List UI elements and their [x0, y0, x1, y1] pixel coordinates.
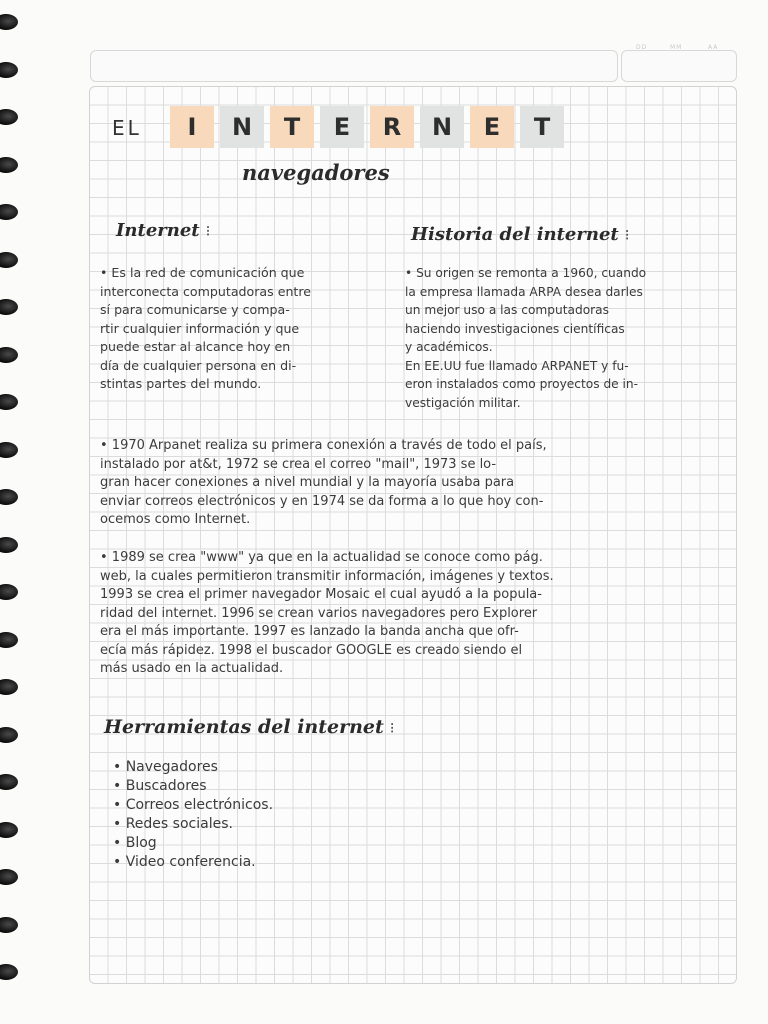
- title-letter: E: [320, 106, 364, 148]
- binding-ring: [0, 584, 18, 600]
- text-line: puede estar al alcance hoy en: [100, 339, 291, 354]
- binding-ring: [0, 822, 18, 838]
- text-line: • Su origen se remonta a 1960, cuando: [405, 266, 647, 280]
- date-label-day: DD: [636, 44, 648, 51]
- binding-ring: [0, 14, 18, 30]
- internet-heading: [116, 220, 210, 241]
- text-line: • Es la red de comunicación que: [100, 265, 305, 280]
- binding-ring: [0, 394, 18, 410]
- historia-paragraph: [405, 264, 646, 412]
- text-line: • 1970 Arpanet realiza su primera conexión a través de todo el país,: [100, 438, 547, 453]
- header-line-box: [90, 50, 618, 82]
- text-line: • 1989 se crea "www" ya que en la actualidad se conoce como pág.: [100, 550, 543, 565]
- binding-ring: [0, 109, 18, 125]
- binding-ring: [0, 964, 18, 980]
- text-line: instalado por at&t, 1972 se crea el correo "mail", 1973 se lo-: [100, 456, 497, 472]
- binding-ring: [0, 347, 18, 363]
- herramientas-heading: [104, 716, 395, 738]
- text-line: enviar correos electrónicos y en 1974 se da forma a lo que hoy con-: [100, 493, 544, 509]
- text-line: stintas partes del mundo.: [100, 376, 262, 391]
- page-subtitle: navegadores: [242, 160, 390, 185]
- date-box: [621, 50, 737, 82]
- list-item: • Video conferencia.: [113, 854, 256, 870]
- herramientas-heading-text: Herramientas del internet: [104, 716, 384, 738]
- herramientas-list: [113, 758, 273, 872]
- historia-heading: [411, 224, 630, 245]
- heading-colon-icon: ⁝: [624, 226, 630, 244]
- text-line: haciendo investigaciones científicas: [405, 321, 625, 336]
- list-item: • Buscadores: [113, 778, 207, 794]
- binding-ring: [0, 679, 18, 695]
- text-line: y académicos.: [405, 340, 493, 354]
- binding-ring: [0, 252, 18, 268]
- text-line: sí para comunicarse y compa-: [100, 302, 290, 317]
- text-line: día de cualquier persona en di-: [100, 357, 297, 373]
- title-prefix: EL: [112, 116, 142, 140]
- internet-paragraph: [100, 264, 311, 394]
- text-line: vestigación militar.: [405, 395, 521, 410]
- title-letter: T: [520, 106, 564, 148]
- heading-colon-icon: ⁝: [205, 222, 211, 240]
- binding-ring: [0, 62, 18, 78]
- timeline-paragraph-2: [100, 549, 554, 679]
- binding-ring: [0, 157, 18, 173]
- title-letter: I: [170, 106, 214, 148]
- text-line: eron instalados como proyectos de in-: [405, 377, 639, 391]
- text-line: gran hacer conexiones a nivel mundial y la mayoría usaba para: [100, 475, 515, 490]
- text-line: la empresa llamada ARPA desea darles: [405, 284, 643, 299]
- binding-ring: [0, 869, 18, 885]
- spiral-binding: [0, 14, 22, 1014]
- binding-ring: [0, 917, 18, 933]
- title-letter: E: [470, 106, 514, 148]
- list-item: • Correos electrónicos.: [113, 797, 274, 813]
- binding-ring: [0, 204, 18, 220]
- historia-heading-text: Historia del internet: [411, 224, 619, 245]
- text-line: En EE.UU fue llamado ARPANET y fu-: [405, 358, 629, 373]
- title-letter: N: [220, 106, 264, 148]
- list-item: • Blog: [113, 835, 157, 851]
- list-item: • Navegadores: [113, 759, 218, 775]
- heading-colon-icon: ⁝: [389, 719, 395, 737]
- binding-ring: [0, 537, 18, 553]
- text-line: rtir cualquier información y que: [100, 320, 300, 336]
- binding-ring: [0, 774, 18, 790]
- text-line: 1993 se crea el primer navegador Mosaic el cual ayudó a la popula-: [100, 587, 542, 602]
- text-line: ocemos como Internet.: [100, 512, 251, 527]
- title-letter: N: [420, 106, 464, 148]
- text-line: ridad del internet. 1996 se crean varios navegadores pero Explorer: [100, 605, 538, 621]
- binding-ring: [0, 489, 18, 505]
- binding-ring: [0, 442, 18, 458]
- text-line: más usado en la actualidad.: [100, 661, 284, 676]
- internet-heading-text: Internet: [116, 220, 200, 241]
- date-label-month: MM: [670, 44, 683, 51]
- binding-ring: [0, 727, 18, 743]
- date-label-year: AA: [708, 44, 719, 51]
- title-letter: R: [370, 106, 414, 148]
- text-line: era el más importante. 1997 es lanzado la banda ancha que ofr-: [100, 624, 519, 639]
- timeline-paragraph-1: [100, 437, 547, 530]
- binding-ring: [0, 632, 18, 648]
- title-letter: T: [270, 106, 314, 148]
- list-item: • Redes sociales.: [113, 816, 233, 832]
- text-line: un mejor uso a las computadoras: [405, 303, 610, 317]
- text-line: ecía más rápidez. 1998 el buscador GOOGLE es creado siendo el: [100, 642, 523, 658]
- binding-ring: [0, 299, 18, 315]
- title-letters: [170, 106, 564, 148]
- text-line: interconecta computadoras entre: [100, 283, 312, 299]
- text-line: web, la cuales permitieron transmitir información, imágenes y textos.: [100, 568, 554, 584]
